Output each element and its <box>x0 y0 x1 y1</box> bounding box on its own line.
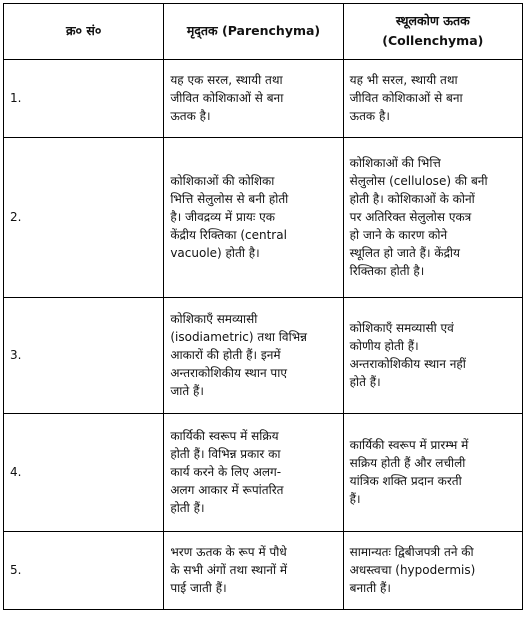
collenchyma-cell <box>343 414 522 532</box>
parenchyma-cell <box>164 138 343 298</box>
cell-line: यांत्रिक शक्ति प्रदान करती <box>349 473 462 488</box>
parenchyma-cell <box>164 414 343 532</box>
cell-line: कोशिकाएँ समव्यासी एवं <box>349 320 454 335</box>
row-number: 4. <box>4 414 164 532</box>
table-row <box>4 532 523 610</box>
table-row <box>4 138 523 298</box>
header-parenchyma: मृद्तक (Parenchyma) <box>164 4 343 60</box>
cell-line: जीवित कोशिकाओं से बना <box>349 90 463 105</box>
collenchyma-cell <box>343 60 522 138</box>
cell-line: पाई जाती हैं। <box>170 580 227 595</box>
table-row <box>4 60 523 138</box>
row-number: 2. <box>4 138 164 298</box>
cell-line: पर अतिरिक्त सेलुलोस एकत्र <box>349 209 472 224</box>
cell-line: अन्तराकोशिकीय स्थान नहीं <box>349 356 466 371</box>
cell-line: अधस्त्वचा (hypodermis) <box>349 562 476 577</box>
collenchyma-cell <box>343 532 522 610</box>
cell-line: कोशिकाओं की भित्ति <box>349 155 441 170</box>
cell-line: कार्य करने के लिए अलग- <box>170 464 282 479</box>
cell-line: केंद्रीय रिक्तिका (central <box>170 227 287 242</box>
cell-line: आकारों की होती हैं। इनमें <box>170 347 281 362</box>
header-collenchyma <box>343 4 522 60</box>
cell-line: कार्यिकी स्वरूप में प्रारम्भ में <box>349 437 469 452</box>
parenchyma-cell <box>164 298 343 414</box>
cell-line: के सभी अंगों तथा स्थानों में <box>170 562 288 577</box>
cell-line: होती हैं। विभिन्न प्रकार का <box>170 446 281 461</box>
parenchyma-cell <box>164 60 343 138</box>
collenchyma-cell <box>343 138 522 298</box>
cell-line: होते हैं। <box>349 374 381 389</box>
parenchyma-cell <box>164 532 343 610</box>
cell-line: ऊतक है। <box>170 108 211 123</box>
row-number: 3. <box>4 298 164 414</box>
table-row <box>4 414 523 532</box>
cell-line: बनाती हैं। <box>349 580 391 595</box>
cell-line: यह भी सरल, स्थायी तथा <box>349 72 458 87</box>
header-row <box>4 4 523 60</box>
cell-line: ऊतक है। <box>349 108 390 123</box>
cell-line: सामान्यतः द्विबीजपत्री तने की <box>349 544 474 559</box>
cell-line: कोशिकाओं की कोशिका <box>170 173 275 188</box>
row-number: 1. <box>4 60 164 138</box>
cell-line: (isodiametric) तथा विभिन्न <box>170 329 307 344</box>
cell-line: जाते हैं। <box>170 383 204 398</box>
cell-line: हैं। <box>349 491 361 506</box>
cell-line: अन्तराकोशिकीय स्थान पाए <box>170 365 287 380</box>
cell-line: जीवित कोशिकाओं से बना <box>170 90 284 105</box>
cell-line: सेलुलोस (cellulose) की बनी <box>349 173 488 188</box>
cell-line: यह एक सरल, स्थायी तथा <box>170 72 283 87</box>
cell-line: भरण ऊतक के रूप में पौधे <box>170 544 287 559</box>
header-collenchyma-hindi: स्थूलकोण ऊतक <box>395 12 470 28</box>
cell-line: भित्ति सेलुलोस से बनी होती <box>170 191 289 206</box>
cell-line: है। जीवद्रव्य में प्रायः एक <box>170 209 275 224</box>
cell-line: हो जाने के कारण कोने <box>349 227 448 242</box>
cell-line: होती हैं। <box>170 500 205 515</box>
header-collenchyma-english: (Collenchyma) <box>382 32 484 48</box>
collenchyma-cell <box>343 298 522 414</box>
cell-line: कोशिकाएँ समव्यासी <box>170 311 258 326</box>
table-row <box>4 298 523 414</box>
header-serial-number: क्र० सं० <box>4 4 164 60</box>
cell-line: कोणीय होती हैं। <box>349 338 419 353</box>
cell-line: होती है। कोशिकाओं के कोनों <box>349 191 475 206</box>
cell-line: कार्यिकी स्वरूप में सक्रिय <box>170 428 279 443</box>
row-number: 5. <box>4 532 164 610</box>
cell-line: रिक्तिका होती है। <box>349 263 425 278</box>
cell-line: अलग आकार में रूपांतरित <box>170 482 284 497</box>
cell-line: स्थूलित हो जाते हैं। केंद्रीय <box>349 245 461 260</box>
comparison-table <box>3 3 523 610</box>
cell-line: सक्रिय होती हैं और लचीली <box>349 455 466 470</box>
cell-line: vacuole) होती है। <box>170 245 260 260</box>
